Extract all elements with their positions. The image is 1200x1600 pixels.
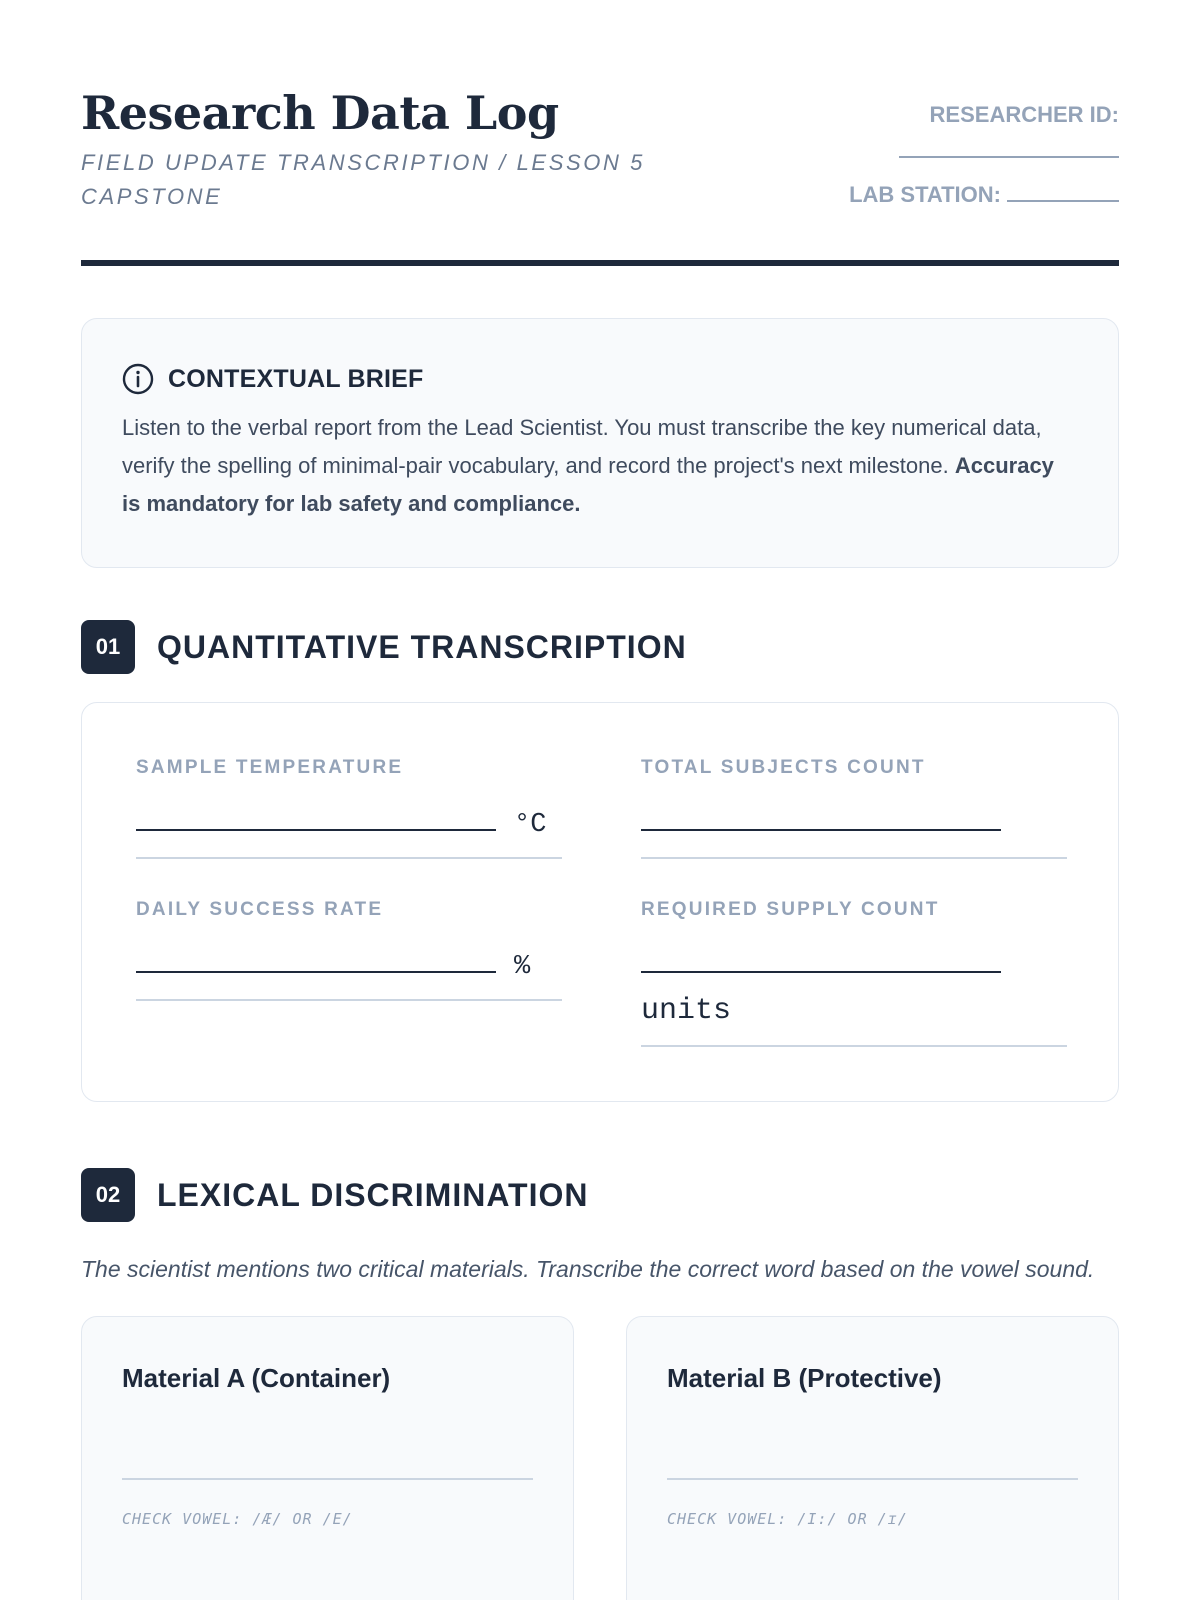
material-a-input[interactable] xyxy=(122,1478,533,1480)
field-row xyxy=(136,943,562,985)
total-subjects-input[interactable] xyxy=(641,801,1001,831)
brief-header xyxy=(122,363,1078,395)
vowel-hint: CHECK VOWEL: /Æ/ OR /E/ xyxy=(122,1510,353,1528)
field-row xyxy=(641,943,1067,985)
section-instructions: The scientist mentions two critical materials. Transcribe the correct word based on the vowel sound. xyxy=(81,1256,1095,1282)
material-title: Material B (Protective) xyxy=(667,1363,942,1393)
researcher-id-label: RESEARCHER ID: xyxy=(929,102,1119,127)
required-supply-count-input[interactable] xyxy=(641,943,1001,973)
material-a-card xyxy=(81,1316,574,1600)
field-divider xyxy=(136,999,562,1001)
section-number-badge: 01 xyxy=(81,620,135,674)
brief-emphasis: Accuracy is mandatory for lab safety and compliance. xyxy=(122,453,1054,516)
material-title: Material A (Container) xyxy=(122,1363,391,1393)
field-label: TOTAL SUBJECTS COUNT xyxy=(641,757,926,778)
page-title: Research Data Log xyxy=(81,86,559,140)
daily-success-rate-field xyxy=(136,899,562,1001)
brief-title: CONTEXTUAL BRIEF xyxy=(168,364,424,393)
field-row xyxy=(136,801,562,843)
log-header xyxy=(81,82,1119,266)
quantitative-card xyxy=(81,702,1119,1102)
vowel-hint: CHECK VOWEL: /I:/ OR /ɪ/ xyxy=(667,1510,908,1528)
field-divider xyxy=(641,1045,1067,1047)
field-divider xyxy=(136,857,562,859)
section-title: LEXICAL DISCRIMINATION xyxy=(157,1176,589,1213)
field-unit: °C xyxy=(514,810,547,840)
info-circle-icon xyxy=(122,363,154,395)
materials-row xyxy=(81,1316,1119,1600)
brief-body: Listen to the verbal report from the Lead Scientist. You must transcribe the key numerical data, verify the spelling of minimal-pair vocabulary, and record the project's next milestone. xyxy=(122,415,1042,478)
field-row xyxy=(641,801,1067,843)
sample-temperature-input[interactable] xyxy=(136,801,496,831)
field-label: DAILY SUCCESS RATE xyxy=(136,899,384,920)
section-01-header xyxy=(81,620,1119,674)
required-supply-count-field xyxy=(641,899,1067,1047)
sample-temperature-field xyxy=(136,757,562,859)
section-title: QUANTITATIVE TRANSCRIPTION xyxy=(157,628,687,665)
contextual-brief-box xyxy=(81,318,1119,568)
section-number-badge: 02 xyxy=(81,1168,135,1222)
total-subjects-field xyxy=(641,757,1067,859)
field-divider xyxy=(641,857,1067,859)
field-unit: units xyxy=(641,994,732,1028)
material-b-input[interactable] xyxy=(667,1478,1078,1480)
field-label: REQUIRED SUPPLY COUNT xyxy=(641,899,940,920)
lab-station-label: LAB STATION: xyxy=(849,182,1001,207)
field-unit: % xyxy=(514,952,531,982)
lab-station-field[interactable] xyxy=(1007,182,1119,202)
lab-station-group xyxy=(849,182,1119,208)
researcher-id-field[interactable] xyxy=(899,156,1119,158)
page-subtitle: FIELD UPDATE TRANSCRIPTION / LESSON 5 CAPSTONE xyxy=(81,150,645,209)
field-label: SAMPLE TEMPERATURE xyxy=(136,757,404,778)
section-02-header xyxy=(81,1168,1119,1222)
daily-success-rate-input[interactable] xyxy=(136,943,496,973)
brief-text xyxy=(122,409,1078,523)
material-b-card xyxy=(626,1316,1119,1600)
